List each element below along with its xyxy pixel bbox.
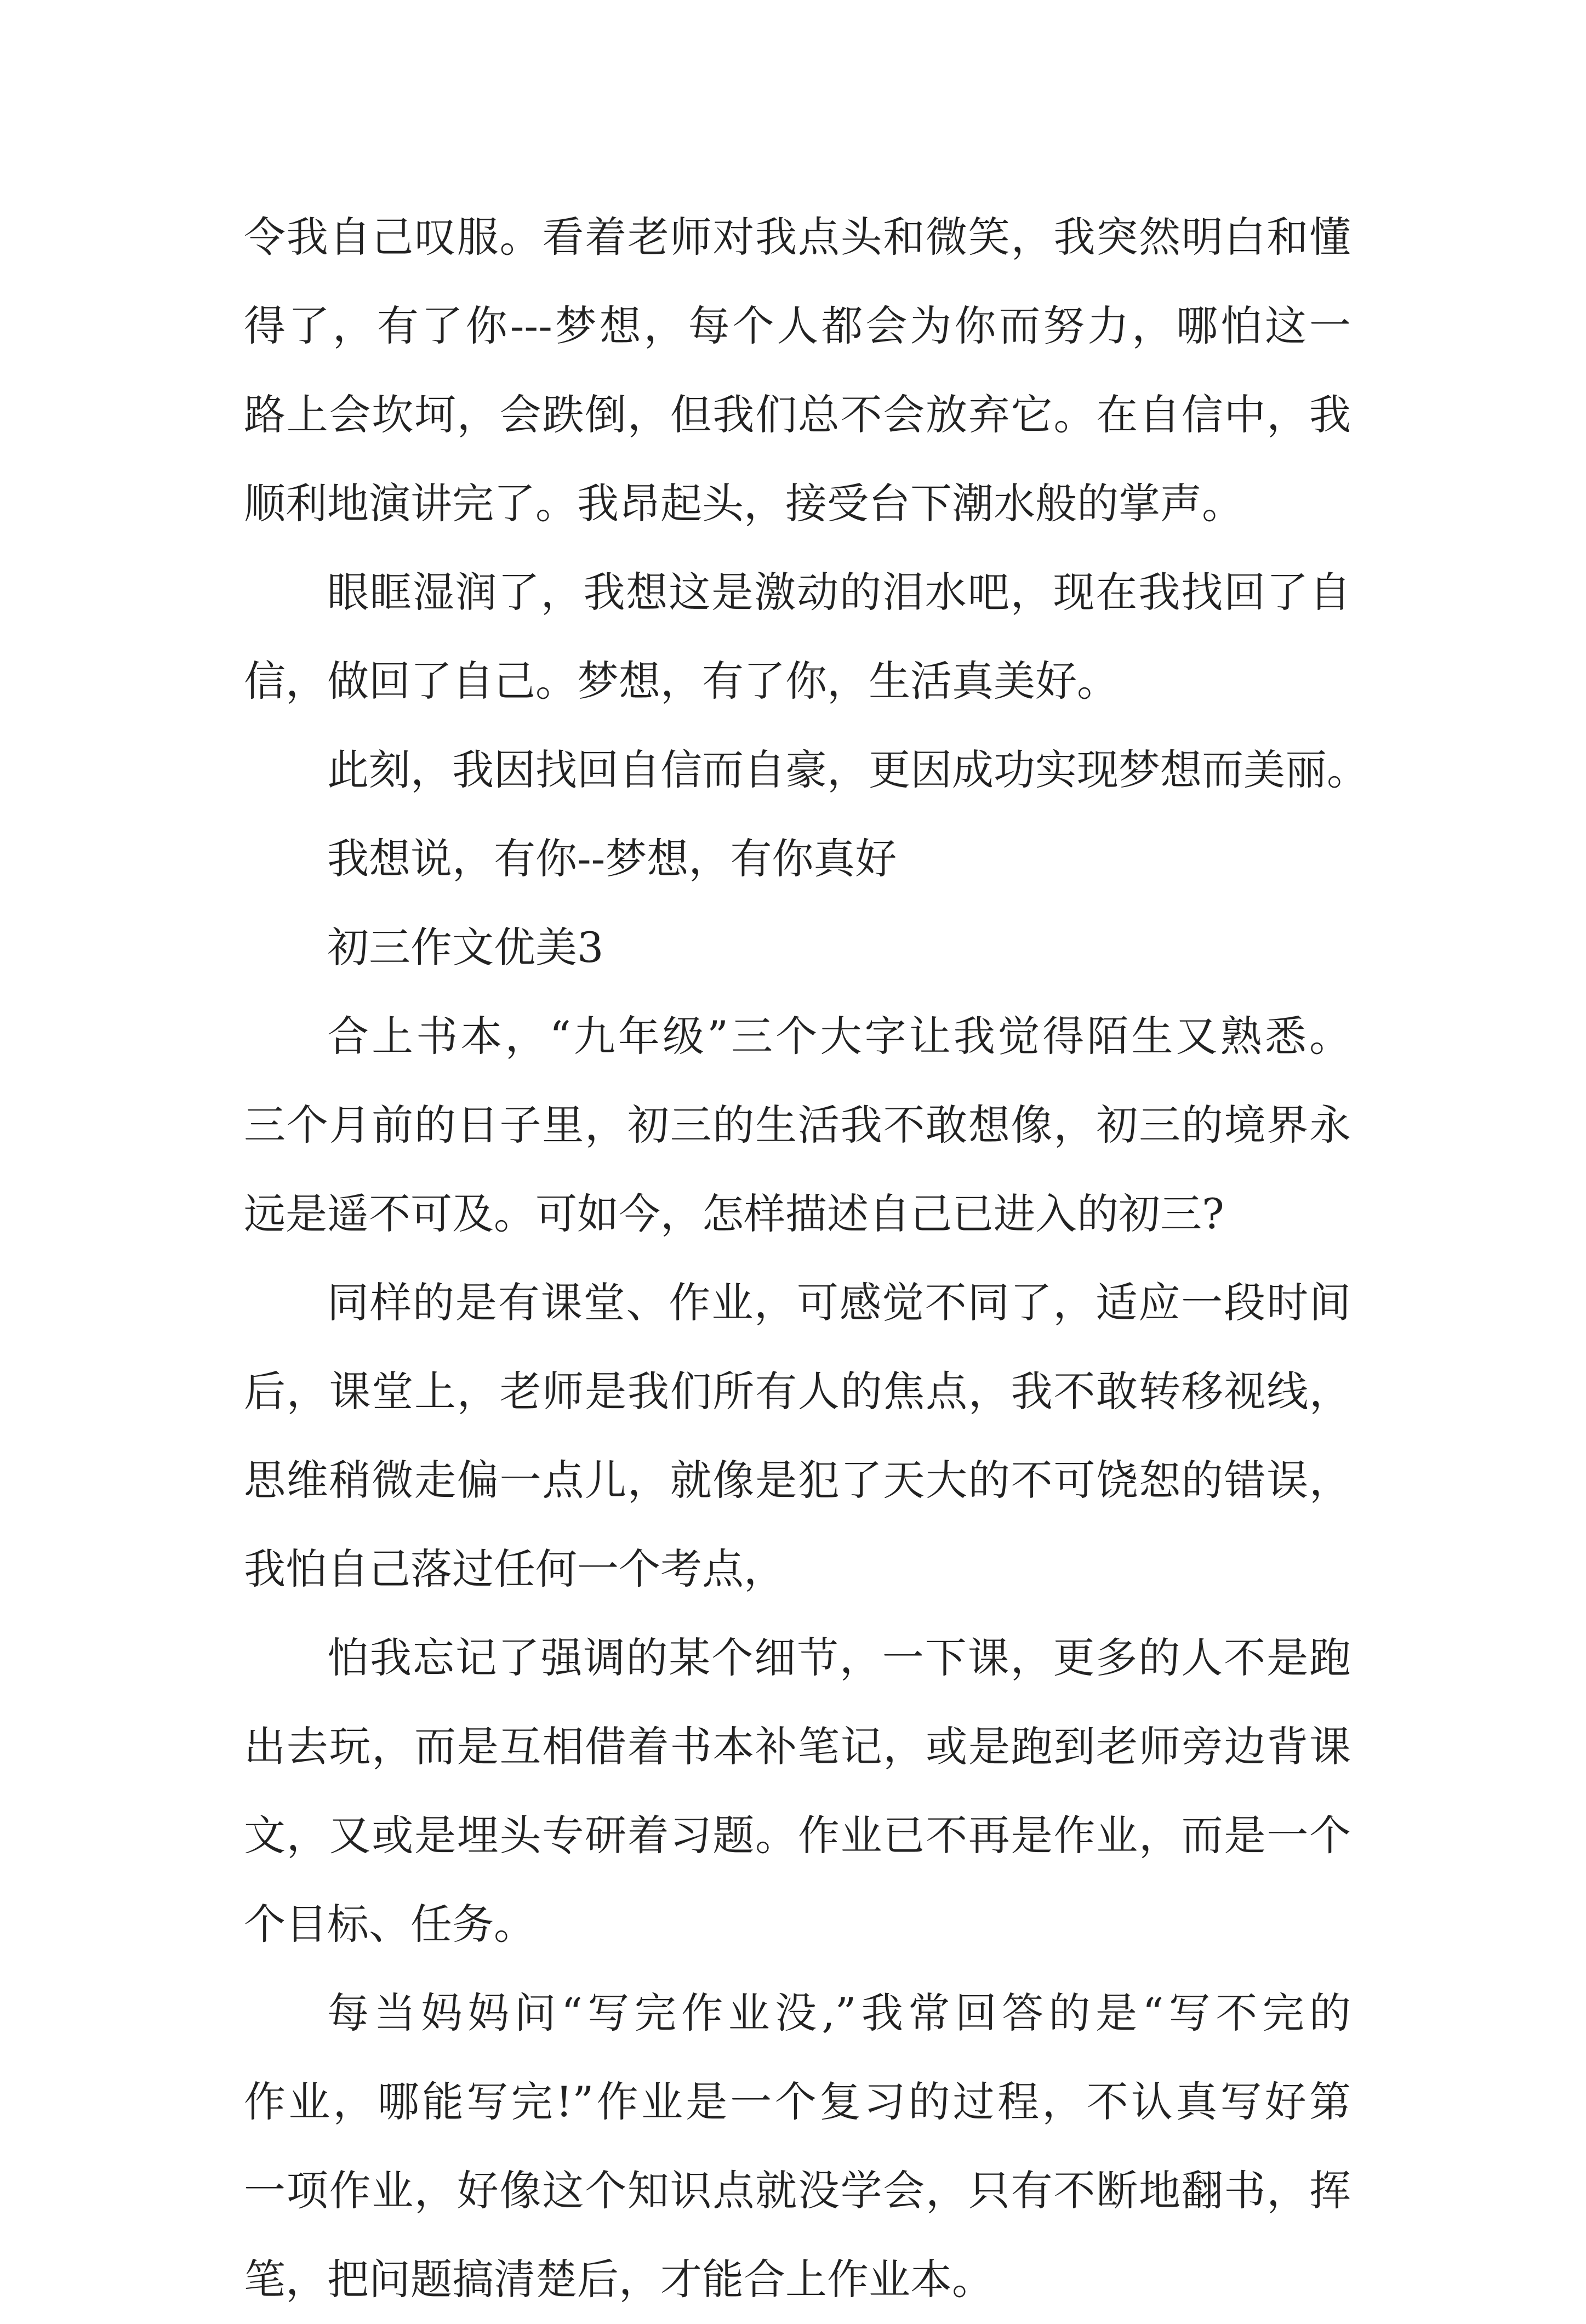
text-line: 信，做回了自己。梦想，有了你，生活真美好。 bbox=[244, 657, 1119, 705]
paragraph bbox=[244, 548, 1351, 726]
paragraph bbox=[244, 992, 1351, 1258]
text-line: 每当妈妈问“写完作业没,”我常回答的是“写不完的 bbox=[327, 1989, 1351, 2037]
text-line: 令我自己叹服。看着老师对我点头和微笑，我突然明白和懂 bbox=[244, 213, 1351, 261]
paragraph bbox=[244, 814, 1351, 903]
text-line: 路上会坎坷，会跌倒，但我们总不会放弃它。在自信中，我 bbox=[244, 390, 1351, 439]
text-line: 此刻，我因找回自信而自豪，更因成功实现梦想而美丽。 bbox=[327, 745, 1368, 794]
text-line: 一项作业，好像这个知识点就没学会，只有不断地翻书，挥 bbox=[244, 2166, 1351, 2215]
text-line: 合上书本，“九年级”三个大字让我觉得陌生又熟悉。 bbox=[327, 1012, 1351, 1061]
text-line: 三个月前的日子里，初三的生活我不敢想像，初三的境界永 bbox=[244, 1101, 1351, 1149]
paragraph bbox=[244, 1258, 1351, 1614]
text-line: 远是遥不可及。可如今，怎样描述自己已进入的初三? bbox=[244, 1189, 1224, 1238]
text-line: 得了，有了你---梦想，每个人都会为你而努力，哪怕这一 bbox=[244, 301, 1351, 350]
heading-text: 初三作文优美3 bbox=[327, 923, 604, 972]
text-line: 个目标、任务。 bbox=[244, 1900, 535, 1949]
text-line: 思维稍微走偏一点儿，就像是犯了天大的不可饶恕的错误， bbox=[244, 1456, 1351, 1505]
paragraph bbox=[244, 726, 1368, 814]
text-line: 作业，哪能写完!”作业是一个复习的过程，不认真写好第 bbox=[244, 2077, 1351, 2126]
paragraph bbox=[244, 193, 1351, 548]
paragraph bbox=[244, 1969, 1351, 2324]
text-line: 我怕自己落过任何一个考点， bbox=[244, 1545, 785, 1593]
section-heading bbox=[244, 903, 1351, 992]
paragraph bbox=[244, 1614, 1351, 1969]
text-line: 怕我忘记了强调的某个细节，一下课，更多的人不是跑 bbox=[327, 1633, 1351, 1682]
text-line: 文，又或是埋头专研着习题。作业已不再是作业，而是一个 bbox=[244, 1811, 1351, 1860]
text-line: 后，课堂上，老师是我们所有人的焦点，我不敢转移视线， bbox=[244, 1367, 1351, 1416]
text-line: 出去玩，而是互相借着书本补笔记，或是跑到老师旁边背课 bbox=[244, 1722, 1351, 1771]
text-line: 眼眶湿润了，我想这是激动的泪水吧，现在我找回了自 bbox=[327, 568, 1351, 617]
text-line: 顺利地演讲完了。我昂起头，接受台下潮水般的掌声。 bbox=[244, 479, 1243, 528]
document-body bbox=[244, 193, 1368, 2324]
text-line: 我想说，有你--梦想，有你真好 bbox=[327, 834, 897, 883]
text-line: 笔，把问题搞清楚后，才能合上作业本。 bbox=[244, 2255, 994, 2304]
text-line: 同样的是有课堂、作业，可感觉不同了，适应一段时间 bbox=[327, 1278, 1351, 1327]
